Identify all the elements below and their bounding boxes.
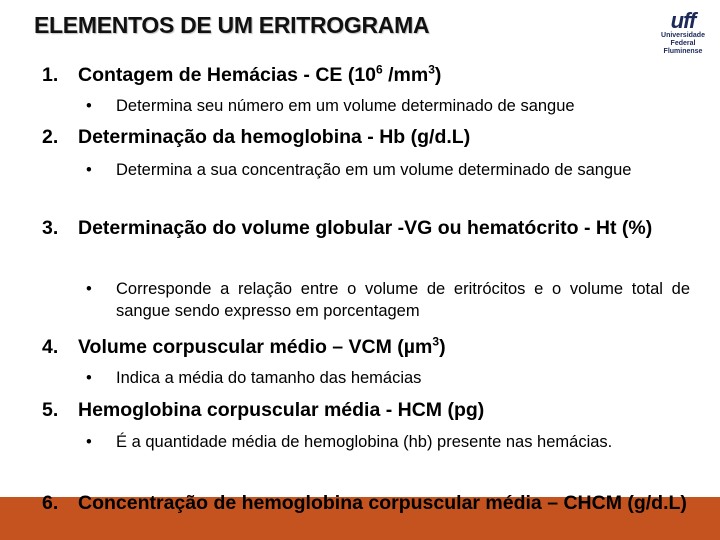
list-item [42, 490, 692, 516]
item-number: 4. [42, 336, 59, 358]
item-number: 3. [42, 217, 59, 239]
item-number: 2. [42, 126, 59, 148]
logo-line: Universidade [661, 32, 705, 39]
bullet-icon: • [86, 280, 92, 298]
item-heading: Determinação da hemoglobina - Hb (g/d.L) [78, 126, 471, 148]
logo-line: Fluminense [663, 48, 703, 55]
item-heading: Hemoglobina corpuscular média - HCM (pg) [78, 399, 485, 421]
logo-line: Federal [670, 40, 696, 47]
slide-title: ELEMENTOS DE UM ERITROGRAMA [34, 12, 430, 38]
sub-item [86, 159, 690, 203]
sub-item [86, 95, 690, 117]
bullet-icon: • [86, 97, 92, 115]
sub-item-text: É a quantidade média de hemoglobina (hb) presente nas hemácias. [116, 433, 613, 451]
sub-item-text: Determina a sua concentração em um volume determinado de sangue [116, 161, 632, 179]
item-number: 1. [42, 64, 59, 86]
item-heading: Concentração de hemoglobina corpuscular média – CHCM (g/d.L) [78, 492, 687, 514]
list-item [42, 62, 692, 88]
sub-item-text: Indica a média do tamanho das hemácias [116, 369, 422, 387]
sub-item [86, 278, 690, 322]
item-heading: Volume corpuscular médio – VCM (µm$^3$) [78, 334, 446, 358]
sub-item-text: Determina seu número em um volume determinado de sangue [116, 97, 575, 115]
item-number: 5. [42, 399, 59, 421]
item-heading: Contagem de Hemácias - CE ($10^6$ $/mm^3$) [78, 62, 442, 86]
item-heading: Determinação do volume globular -VG ou hematócrito - Ht (%) [78, 217, 653, 239]
list-item [42, 124, 692, 150]
bullet-icon: • [86, 433, 92, 451]
list-item [42, 334, 692, 360]
list-item [42, 215, 692, 241]
sub-item [86, 367, 690, 389]
item-number: 6. [42, 492, 59, 514]
uff-logo [652, 10, 714, 56]
list-item [42, 397, 692, 423]
bullet-icon: • [86, 161, 92, 179]
logo-mark: uff [670, 8, 696, 33]
bullet-icon: • [86, 369, 92, 387]
sub-item-text: Corresponde a relação entre o volume de eritrócitos e o volume total de sangue sendo expresso em porcentagem [116, 280, 690, 320]
sub-item [86, 431, 690, 475]
